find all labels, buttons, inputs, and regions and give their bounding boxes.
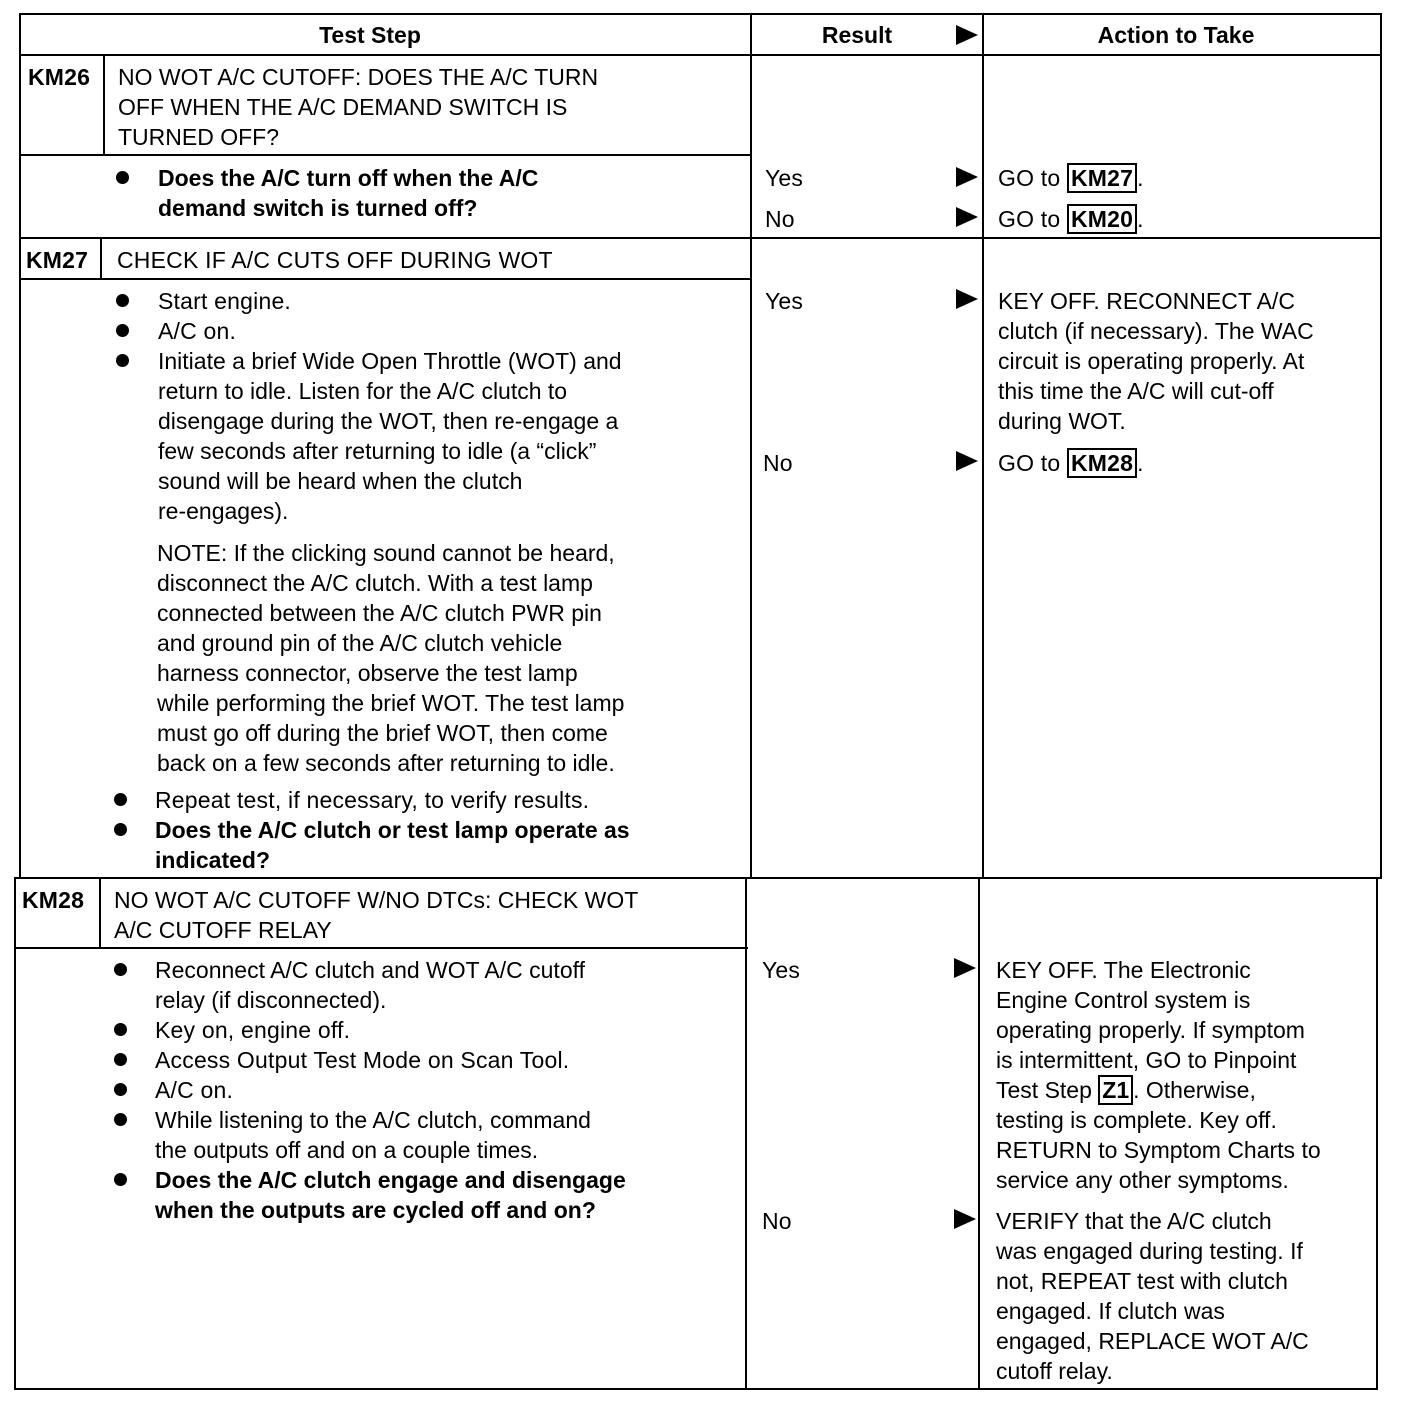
- km27-code-divider: [100, 237, 102, 280]
- km27-title-border: [20, 278, 752, 280]
- km27-reference-link[interactable]: KM27: [1067, 163, 1137, 193]
- km26-question: Does the A/C turn off when the A/C demand switch is turned off?: [158, 165, 539, 221]
- km20-reference-link[interactable]: KM20: [1067, 204, 1137, 234]
- arrow-right-icon: [956, 167, 978, 187]
- km27-title: CHECK IF A/C CUTS OFF DURING WOT: [117, 247, 553, 273]
- bullet-icon: [114, 793, 127, 806]
- km28-result-yes: Yes: [762, 957, 801, 983]
- result-column-border: [750, 13, 752, 879]
- km28-title-border: [16, 947, 748, 949]
- bullet-icon: [114, 1113, 127, 1126]
- bullet-icon: [114, 823, 127, 836]
- km27-bullet-start-engine: Start engine.: [158, 288, 292, 314]
- km26-title-line: TURNED OFF?: [118, 124, 279, 150]
- km27-bullet-repeat: Repeat test, if necessary, to verify results.: [155, 787, 590, 813]
- km28-bullet-command-outputs: While listening to the A/C clutch, command the outputs off and on a couple times.: [155, 1107, 591, 1163]
- table-top-border: [20, 13, 1382, 15]
- km28-action-no: VERIFY that the A/C clutch was engaged during testing. If not, REPEAT test with clutch engaged. If clutch was engaged, REPLACE WOT A/C cutoff relay.: [996, 1208, 1309, 1384]
- km28-bullet-output-test: Access Output Test Mode on Scan Tool.: [155, 1047, 570, 1073]
- bullet-icon: [114, 963, 127, 976]
- km27-result-yes: Yes: [765, 288, 804, 314]
- km27-bullet-ac-on: A/C on.: [158, 318, 237, 344]
- bullet-icon: [114, 1023, 127, 1036]
- bullet-icon: [114, 1053, 127, 1066]
- km26-title-line: OFF WHEN THE A/C DEMAND SWITCH IS: [118, 94, 568, 120]
- km28-title: NO WOT A/C CUTOFF W/NO DTCs: CHECK WOT A/C CUTOFF RELAY: [114, 887, 639, 943]
- header-bottom-border: [20, 54, 1382, 56]
- km28-code-divider: [99, 877, 101, 949]
- km26-code-divider: [103, 54, 105, 156]
- km27-result-no: No: [763, 450, 793, 476]
- km26-title: [118, 62, 598, 152]
- km26-title-border: [20, 154, 752, 156]
- km28-bullet-key-on: Key on, engine off.: [155, 1017, 351, 1043]
- km28-bullet-reconnect: Reconnect A/C clutch and WOT A/C cutoff relay (if disconnected).: [155, 957, 585, 1013]
- km27-action-no: GO to KM28 .: [998, 450, 1144, 476]
- table-bottom-border: [14, 1388, 1378, 1390]
- km28-step-code: KM28: [22, 887, 85, 913]
- arrow-right-icon: [956, 451, 978, 471]
- km28-bullet-ac-on: A/C on.: [155, 1077, 234, 1103]
- table-right-border: [1380, 13, 1382, 879]
- action-column-border-lower: [978, 877, 980, 1390]
- km26-result-no: No: [765, 206, 795, 232]
- km26-action-yes: GO to KM27 .: [998, 165, 1144, 191]
- header-arrow-icon: [956, 25, 978, 45]
- km27-question: Does the A/C clutch or test lamp operate as indicated?: [155, 817, 630, 873]
- km26-action-no: GO to KM20 .: [998, 206, 1144, 232]
- table-left-border-lower: [14, 877, 16, 1390]
- z1-reference-link[interactable]: Z1: [1098, 1075, 1133, 1105]
- arrow-right-icon: [954, 958, 976, 978]
- km26-result-yes: Yes: [765, 165, 804, 191]
- bullet-icon: [116, 354, 129, 367]
- header-test-step: Test Step: [319, 22, 421, 48]
- arrow-right-icon: [956, 207, 978, 227]
- bullet-icon: [116, 294, 129, 307]
- table-right-border-lower: [1376, 877, 1378, 1390]
- km27-top-border: [20, 237, 1382, 239]
- km27-step-code: KM27: [26, 247, 89, 273]
- bullet-icon: [116, 171, 129, 184]
- km28-result-no: No: [762, 1208, 792, 1234]
- result-column-border-lower: [745, 877, 747, 1390]
- km27-note: NOTE: If the clicking sound cannot be heard, disconnect the A/C clutch. With a test lamp connected between the A/C clutch PWR pin and ground pin of the A/C clutch vehicle harness connector, observe the test lamp while performing the brief WOT. The test lamp must go off during the brief WOT, then come back on a few seconds after returning to idle.: [157, 540, 625, 776]
- bullet-icon: [114, 1173, 127, 1186]
- km28-question: Does the A/C clutch engage and disengage when the outputs are cycled off and on?: [155, 1167, 626, 1223]
- km26-title-line: NO WOT A/C CUTOFF: DOES THE A/C TURN: [118, 64, 599, 90]
- km27-bullet-initiate-wot: Initiate a brief Wide Open Throttle (WOT) and return to idle. Listen for the A/C clutch to disengage during the WOT, then re-engage a few seconds after returning to idle (a “click” sound will be heard when the clutch re-engages).: [158, 348, 622, 524]
- arrow-right-icon: [954, 1209, 976, 1229]
- km27-action-yes: KEY OFF. RECONNECT A/C clutch (if necessary). The WAC circuit is operating properly. At this time the A/C will cut-off during WOT.: [998, 288, 1314, 434]
- km28-reference-link[interactable]: KM28: [1067, 448, 1137, 478]
- bullet-icon: [116, 324, 129, 337]
- km26-step-code: KM26: [28, 64, 91, 90]
- header-result: Result: [821, 22, 893, 48]
- km28-action-yes: KEY OFF. The Electronic Engine Control system is operating properly. If symptom is intermittent, GO to Pinpoint Test Step Z1 . Otherwise, testing is complete. Key off. RETURN to Symptom Charts to service any other symptoms.: [996, 957, 1321, 1193]
- header-action: Action to Take: [1097, 22, 1255, 48]
- arrow-right-icon: [956, 289, 978, 309]
- table-left-border: [19, 13, 21, 879]
- action-column-border: [982, 13, 984, 879]
- km28-top-border: [16, 877, 1382, 879]
- bullet-icon: [114, 1083, 127, 1096]
